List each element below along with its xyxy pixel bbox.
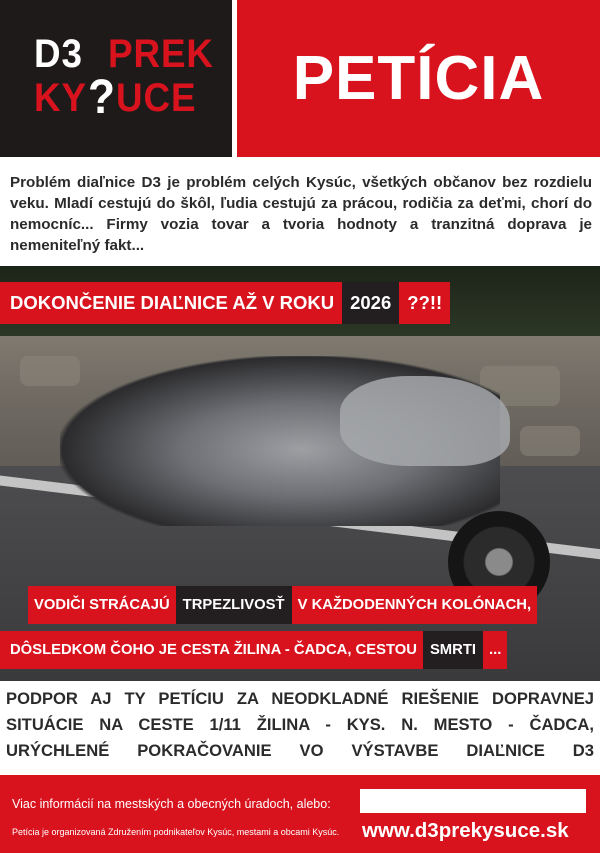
banner-drivers-b: TRPEZLIVOSŤ: [176, 586, 292, 624]
logo-prek: PREK: [108, 32, 214, 76]
banner-drivers: [28, 586, 537, 624]
banner-drivers-c: V KAŽDODENNÝCH KOLÓNACH,: [297, 597, 532, 613]
logo-ky: KY: [34, 76, 87, 120]
title-box: [237, 0, 600, 157]
banner-completion-suffix: ??!!: [399, 282, 450, 324]
logo: [0, 0, 232, 157]
footer-url: www.d3prekysuce.sk: [362, 819, 569, 842]
support-text: [6, 686, 594, 764]
support-line-2: SITUÁCIE NA CESTE 1/11 ŽILINA - KYS. N. MESTO - ČADCA,: [6, 715, 594, 734]
logo-question-mark: ?: [88, 71, 116, 124]
footer-organizer: Petícia je organizovaná Združením podnikateľov Kysúc, mestami a obcami Kysúc.: [12, 827, 340, 837]
page-title: PETÍCIA: [292, 44, 545, 113]
support-line-3: URÝCHLENÉ POKRAČOVANIE VO VÝSTAVBE DIAĽNICE D3: [6, 741, 594, 760]
logo-d3: D3: [34, 32, 83, 76]
support-line-1: PODPOR AJ TY PETÍCIU ZA NEODKLADNÉ RIEŠENIE DOPRAVNEJ: [6, 689, 594, 708]
banner-completion: [0, 282, 450, 324]
intro-text: Problém diaľnice D3 je problém celých Kysúc, všetkých občanov bez rozdielu veku. Mladí cestujú do škôl, ľudia cestujú za prácou, rodičia za deťmi, chorí do nemocníc... Firmy vozia tovar a tvoria hodnoty a tranzitná doprava je nemeniteľný fakt...: [10, 174, 592, 254]
header: [0, 0, 600, 160]
banner-consequence-b: SMRTI: [423, 631, 483, 669]
photo-car-body: [340, 376, 510, 466]
banner-consequence: [0, 631, 507, 669]
footer-info: Viac informácií na mestských a obecných úradoch, alebo:: [12, 797, 331, 811]
banner-consequence-a: DÔSLEDKOM ČOHO JE CESTA ŽILINA - ČADCA, CESTOU: [10, 642, 417, 658]
logo-uce: UCE: [116, 76, 197, 120]
wall-stone: [520, 426, 580, 456]
banner-drivers-a: VODIČI STRÁCAJÚ: [34, 597, 170, 613]
footer: [0, 775, 600, 853]
banner-consequence-c: ...: [488, 642, 502, 658]
footer-blank-field: [360, 789, 586, 813]
banner-completion-text: DOKONČENIE DIAĽNICE AŽ V ROKU: [0, 282, 342, 324]
banner-completion-year: 2026: [342, 282, 399, 324]
